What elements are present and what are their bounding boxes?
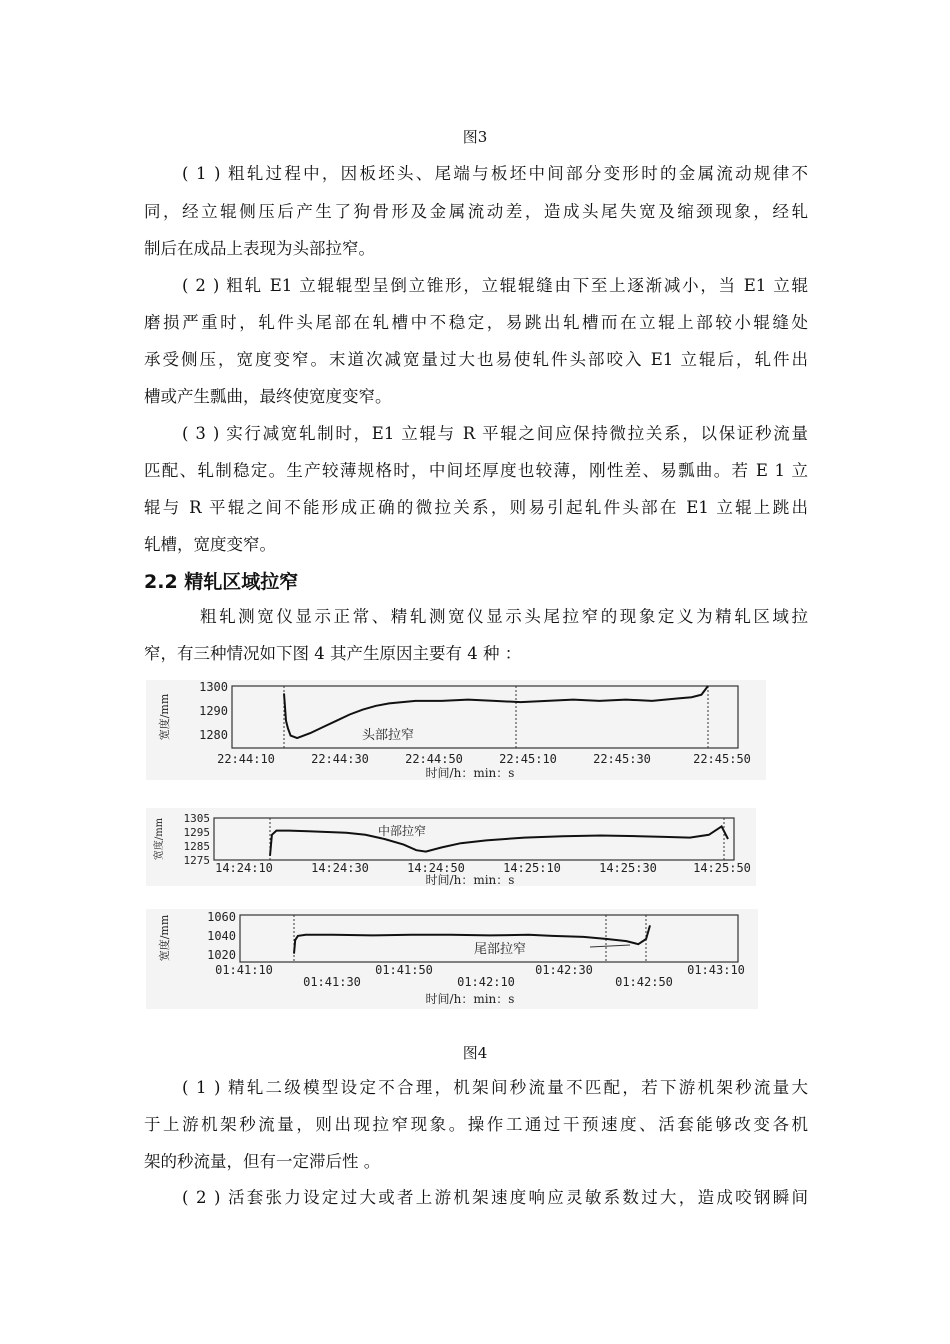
x-tick-label: 22:44:50 [405,752,463,766]
annotation-label: 尾部拉窄 [474,942,527,957]
text-line: ( 2 ) 粗轧 E1 立辊辊型呈倒立锥形，立辊辊缝由下至上逐渐减小，当 E1 立辊 [182,276,808,295]
y-tick-label: 1060 [207,910,236,924]
x-tick-label: 01:41:30 [303,975,361,989]
x-tick-label: 22:44:30 [311,752,369,766]
text-line: 架的秒流量，但有一定滞后性 。 [144,1152,381,1171]
chart-head-narrowing [146,680,766,780]
text-line: 制后在成品上表现为头部拉窄。 [144,239,375,258]
text-line: 于上游机架秒流量，则出现拉窄现象。操作工通过干预速度、活套能够改变各机 [144,1115,808,1134]
text-line: 匹配、轧制稳定。生产较薄规格时，中间坯厚度也较薄，刚性差、易瓢曲。若 E 1 立 [144,461,808,480]
text-line: 槽或产生瓢曲，最终使宽度变窄。 [144,387,392,406]
annotation-label: 中部拉窄 [378,824,427,838]
text-line: 轧槽，宽度变窄。 [144,535,276,554]
text-line: 粗轧测宽仪显示正常、精轧测宽仪显示头尾拉窄的现象定义为精轧区域拉 [200,607,808,626]
y-axis-label: 宽度/mm [158,914,171,962]
x-tick-label: 01:41:10 [215,963,273,977]
x-axis-label: 时间/h：min：s [425,873,515,887]
text-line: ( 1 ) 精轧二级模型设定不合理，机架间秒流量不匹配，若下游机架秒流量大 [182,1078,808,1097]
x-tick-label: 22:44:10 [217,752,275,766]
x-tick-label: 14:24:30 [311,861,369,875]
text-line: ( 2 ) 活套张力设定过大或者上游机架速度响应灵敏系数过大，造成咬钢瞬间 [182,1188,808,1207]
figure-4-caption: 图4 [462,1044,488,1062]
annotation-label: 头部拉窄 [362,728,415,743]
y-tick-label: 1280 [199,728,228,742]
y-tick-label: 1295 [183,826,210,839]
x-axis-label: 时间/h：min：s [425,766,515,780]
y-tick-label: 1290 [199,704,228,718]
x-tick-label: 01:42:10 [457,975,515,989]
y-tick-label: 1300 [199,680,228,694]
x-tick-label: 01:43:10 [687,963,745,977]
y-tick-label: 1020 [207,948,236,962]
x-tick-label: 14:25:50 [693,861,751,875]
x-tick-label: 14:24:50 [407,861,465,875]
text-line: ( 3 ) 实行减宽轧制时，E1 立辊与 R 平辊之间应保持微拉关系，以保证秒流量 [182,424,808,443]
y-axis-label: 宽度/mm [158,693,171,741]
x-tick-label: 22:45:30 [593,752,651,766]
x-tick-label: 22:45:10 [499,752,557,766]
text-line: 同，经立辊侧压后产生了狗骨形及金属流动差，造成头尾失宽及缩颈现象，经轧 [144,202,808,221]
x-axis-label: 时间/h：min：s [425,992,515,1006]
x-tick-label: 14:25:30 [599,861,657,875]
y-axis-label: 宽度/mm [154,817,165,861]
figure-3-caption: 图3 [462,128,488,146]
x-tick-label: 01:41:50 [375,963,433,977]
x-tick-label: 14:24:10 [215,861,273,875]
text-line: 磨损严重时，轧件头尾部在轧槽中不稳定，易跳出轧槽而在立辊上部较小辊缝处 [144,313,808,332]
section-heading: 2.2 精轧区域拉窄 [144,571,299,593]
text-line: 辊与 R 平辊之间不能形成正确的微拉关系，则易引起轧件头部在 E1 立辊上跳出 [144,498,808,517]
chart-tail-narrowing [146,909,758,1009]
x-tick-label: 01:42:50 [615,975,673,989]
figure-4 [0,675,950,1015]
x-tick-label: 22:45:50 [693,752,751,766]
text-line: 承受侧压，宽度变窄。末道次减宽量过大也易使轧件头部咬入 E1 立辊后，轧件出 [144,350,808,369]
text-line: ( 1 ) 粗轧过程中，因板坯头、尾端与板坯中间部分变形时的金属流动规律不 [182,164,808,183]
y-tick-label: 1285 [183,840,210,853]
x-tick-label: 01:42:30 [535,963,593,977]
y-tick-label: 1305 [183,812,210,825]
chart-middle-narrowing [146,808,756,887]
y-tick-label: 1275 [183,854,210,867]
x-tick-label: 14:25:10 [503,861,561,875]
text-line: 窄，有三种情况如下图 4 其产生原因主要有 4 种 ： [144,644,522,663]
y-tick-label: 1040 [207,929,236,943]
